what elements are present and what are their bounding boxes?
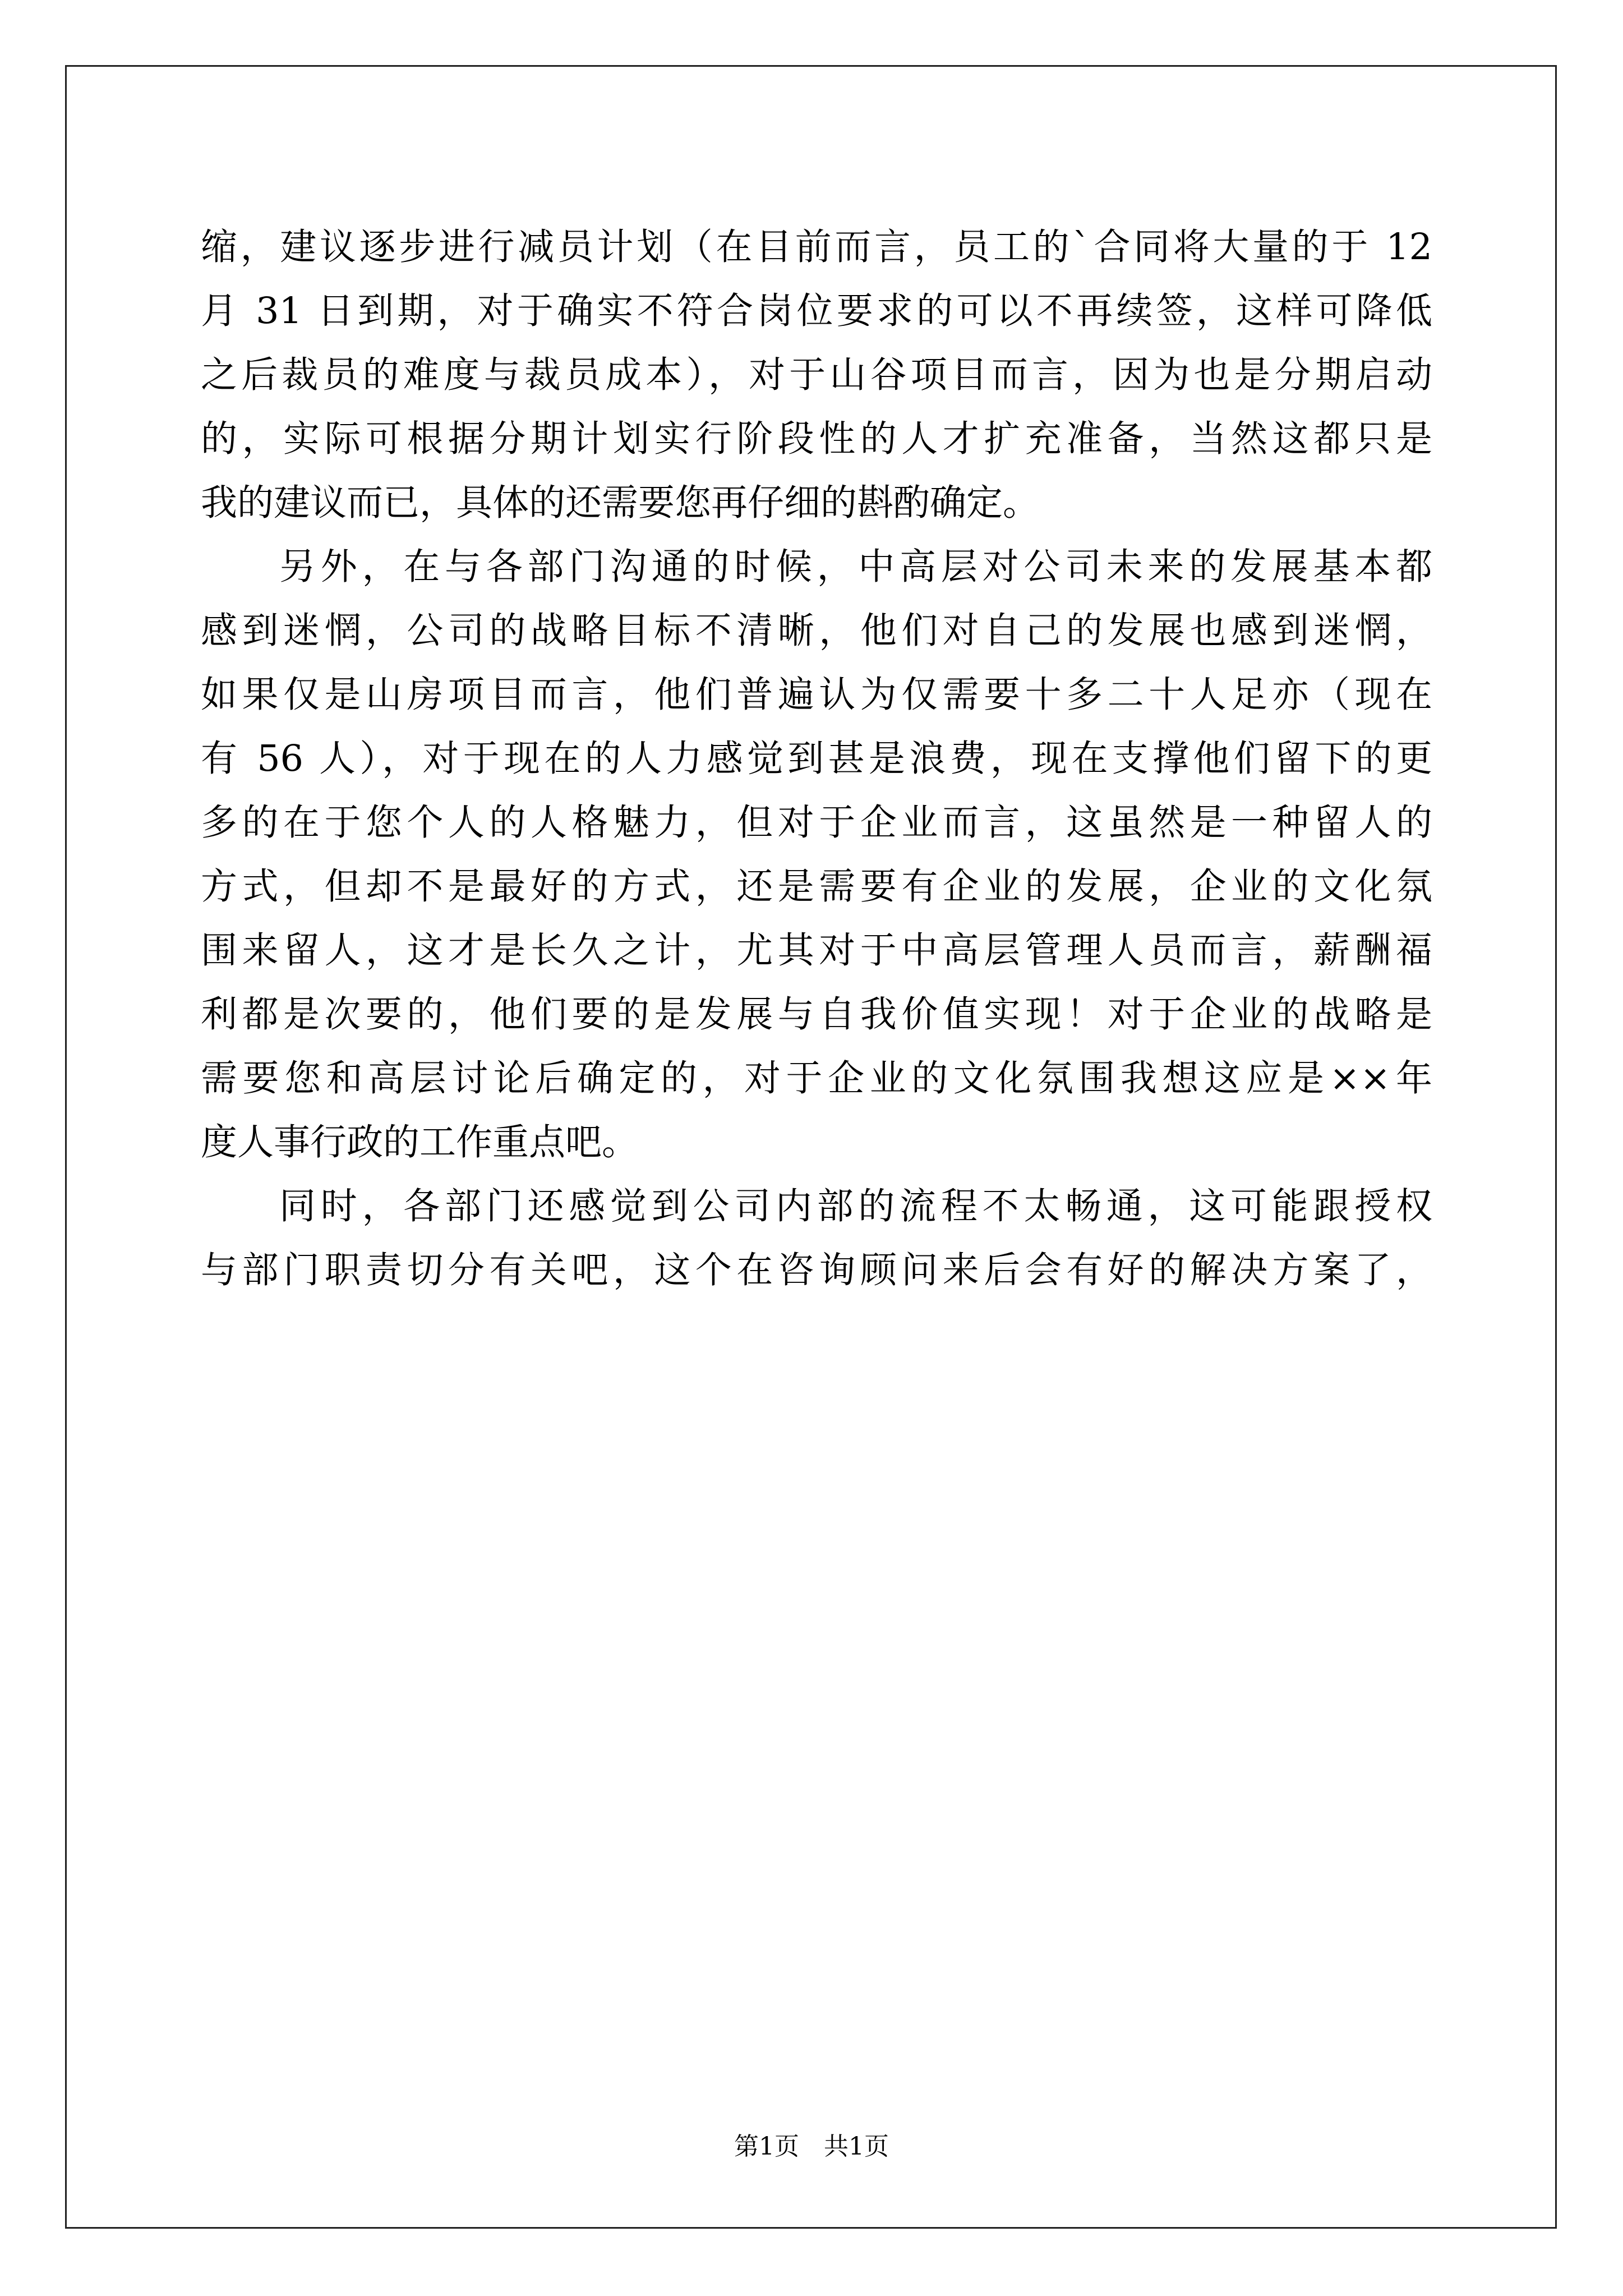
- text-line-4: 的，实际可根据分期计划实行阶段性的人才扩充准备，当然这都只是: [201, 418, 1432, 460]
- text-line-15: 度人事行政的工作重点吧。: [201, 1121, 639, 1163]
- text-line-6: 另外，在与各部门沟通的时候，中高层对公司未来的发展基本都: [279, 546, 1432, 588]
- text-line-10: 多的在于您个人的人格魅力，但对于企业而言，这虽然是一种留人的: [201, 802, 1432, 844]
- text-line-11: 方式，但却不是最好的方式，还是需要有企业的发展，企业的文化氛: [201, 866, 1432, 908]
- text-line-12: 围来留人，这才是长久之计，尤其对于中高层管理人员而言，薪酬福: [201, 930, 1432, 972]
- text-line-7: 感到迷惘，公司的战略目标不清晰，他们对自己的发展也感到迷惘，: [201, 610, 1432, 652]
- text-line-9: 有 56 人），对于现在的人力感觉到甚是浪费，现在支撑他们留下的更: [201, 738, 1432, 780]
- text-line-2: 月 31 日到期，对于确实不符合岗位要求的可以不再续签，这样可降低: [201, 290, 1432, 332]
- text-line-13: 利都是次要的，他们要的是发展与自我价值实现！对于企业的战略是: [201, 993, 1432, 1036]
- page-footer: 第1页 共1页: [734, 2132, 889, 2161]
- text-line-17: 与部门职责切分有关吧，这个在咨询顾问来后会有好的解决方案了，: [201, 1249, 1432, 1291]
- text-line-14: 需要您和高层讨论后确定的，对于企业的文化氛围我想这应是××年: [201, 1057, 1432, 1099]
- body-text: [201, 215, 1432, 1303]
- text-line-16: 同时，各部门还感觉到公司内部的流程不太畅通，这可能跟授权: [279, 1185, 1432, 1227]
- text-line-1: 缩，建议逐步进行减员计划（在目前而言，员工的`合同将大量的于 12: [201, 226, 1432, 268]
- text-line-5: 我的建议而已，具体的还需要您再仔细的斟酌确定。: [201, 482, 1040, 524]
- text-line-8: 如果仅是山房项目而言，他们普遍认为仅需要十多二十人足亦（现在: [201, 674, 1432, 716]
- text-line-3: 之后裁员的难度与裁员成本），对于山谷项目而言，因为也是分期启动: [201, 354, 1432, 396]
